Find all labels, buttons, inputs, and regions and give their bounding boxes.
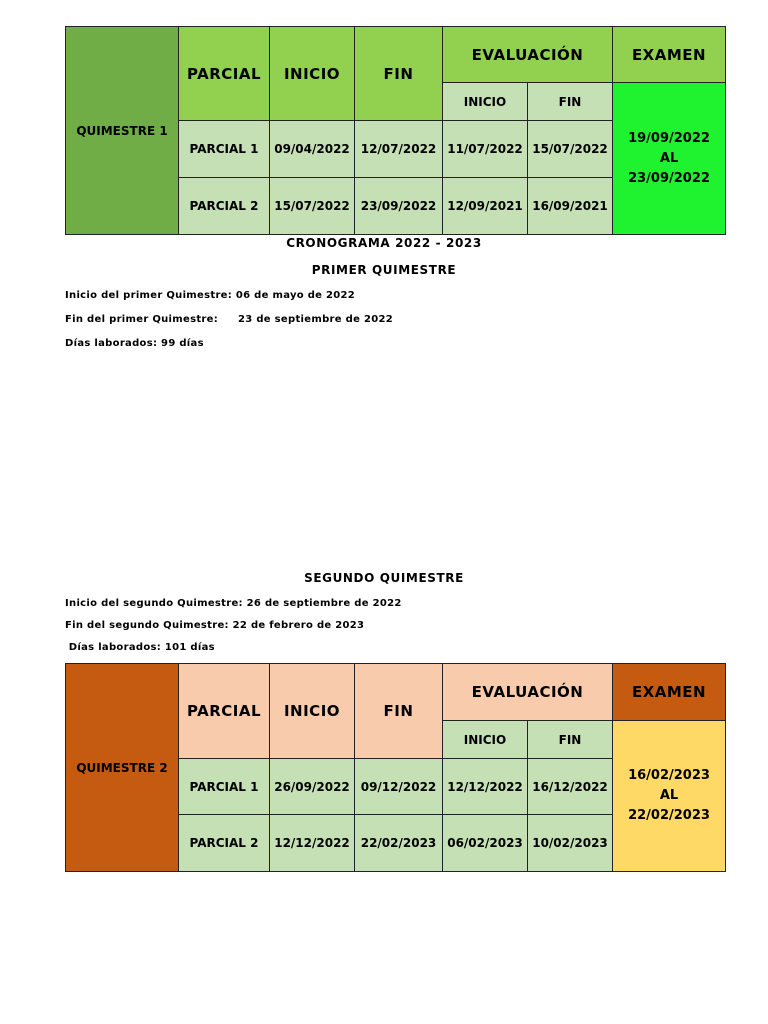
- segundo-dias: Días laborados: 101 días: [65, 642, 215, 653]
- row-fin: 23/09/2022: [355, 178, 443, 235]
- segundo-fin-value: 22 de febrero de 2023: [232, 620, 365, 631]
- header-evaluacion: EVALUACIÓN: [443, 664, 613, 721]
- row-inicio: 09/04/2022: [270, 121, 355, 178]
- schedule-table-quimestre-2: [65, 663, 726, 872]
- row-parcial: PARCIAL 1: [179, 121, 270, 178]
- segundo-inicio: [65, 598, 402, 609]
- primer-fin-value: 23 de septiembre de 2022: [238, 314, 393, 325]
- header-eval-inicio: INICIO: [443, 721, 528, 759]
- segundo-quimestre-title: SEGUNDO QUIMESTRE: [304, 571, 464, 585]
- examen-from: 19/09/2022: [628, 130, 710, 146]
- quimestre-label: QUIMESTRE 2: [66, 664, 179, 872]
- primer-quimestre-title: PRIMER QUIMESTRE: [311, 263, 457, 277]
- header-fin: FIN: [355, 27, 443, 121]
- segundo-fin-label: Fin del segundo Quimestre:: [65, 620, 229, 631]
- row-eval-inicio: 12/12/2022: [443, 759, 528, 815]
- row-parcial: PARCIAL 2: [179, 178, 270, 235]
- primer-fin-label: Fin del primer Quimestre:: [65, 314, 219, 325]
- row-fin: 09/12/2022: [355, 759, 443, 815]
- examen-to: 23/09/2022: [628, 170, 710, 186]
- row-fin: 22/02/2023: [355, 815, 443, 872]
- cronograma-title: CRONOGRAMA 2022 - 2023: [286, 236, 482, 250]
- examen-al: AL: [659, 788, 679, 803]
- examen-from: 16/02/2023: [628, 768, 710, 783]
- row-eval-inicio: 11/07/2022: [443, 121, 528, 178]
- header-parcial: PARCIAL: [179, 27, 270, 121]
- primer-dias: Días laborados: 99 días: [65, 338, 204, 349]
- header-examen: EXAMEN: [613, 27, 726, 83]
- header-eval-fin: FIN: [528, 721, 613, 759]
- row-parcial: PARCIAL 2: [179, 815, 270, 872]
- examen-dates: [613, 721, 726, 872]
- row-parcial: PARCIAL 1: [179, 759, 270, 815]
- row-eval-fin: 10/02/2023: [528, 815, 613, 872]
- examen-al: AL: [659, 150, 679, 166]
- segundo-fin: [65, 620, 364, 631]
- row-eval-inicio: 12/09/2021: [443, 178, 528, 235]
- segundo-inicio-value: 26 de septiembre de 2022: [246, 598, 402, 609]
- schedule-table-quimestre-1: [65, 26, 726, 235]
- header-evaluacion: EVALUACIÓN: [443, 27, 613, 83]
- header-eval-fin: FIN: [528, 83, 613, 121]
- header-eval-inicio: INICIO: [443, 83, 528, 121]
- row-eval-fin: 16/12/2022: [528, 759, 613, 815]
- row-eval-inicio: 06/02/2023: [443, 815, 528, 872]
- row-fin: 12/07/2022: [355, 121, 443, 178]
- primer-fin: [65, 314, 393, 325]
- primer-inicio-value: 06 de mayo de 2022: [235, 290, 356, 301]
- header-parcial: PARCIAL: [179, 664, 270, 759]
- header-inicio: INICIO: [270, 27, 355, 121]
- examen-to: 22/02/2023: [628, 808, 710, 823]
- quimestre-label: QUIMESTRE 1: [66, 27, 179, 235]
- examen-dates: [613, 83, 726, 235]
- segundo-inicio-label: Inicio del segundo Quimestre:: [65, 598, 243, 609]
- row-inicio: 15/07/2022: [270, 178, 355, 235]
- primer-inicio-label: Inicio del primer Quimestre:: [65, 290, 233, 301]
- row-eval-fin: 16/09/2021: [528, 178, 613, 235]
- header-inicio: INICIO: [270, 664, 355, 759]
- row-inicio: 12/12/2022: [270, 815, 355, 872]
- primer-inicio: [65, 290, 355, 301]
- header-examen: EXAMEN: [613, 664, 726, 721]
- row-inicio: 26/09/2022: [270, 759, 355, 815]
- header-fin: FIN: [355, 664, 443, 759]
- row-eval-fin: 15/07/2022: [528, 121, 613, 178]
